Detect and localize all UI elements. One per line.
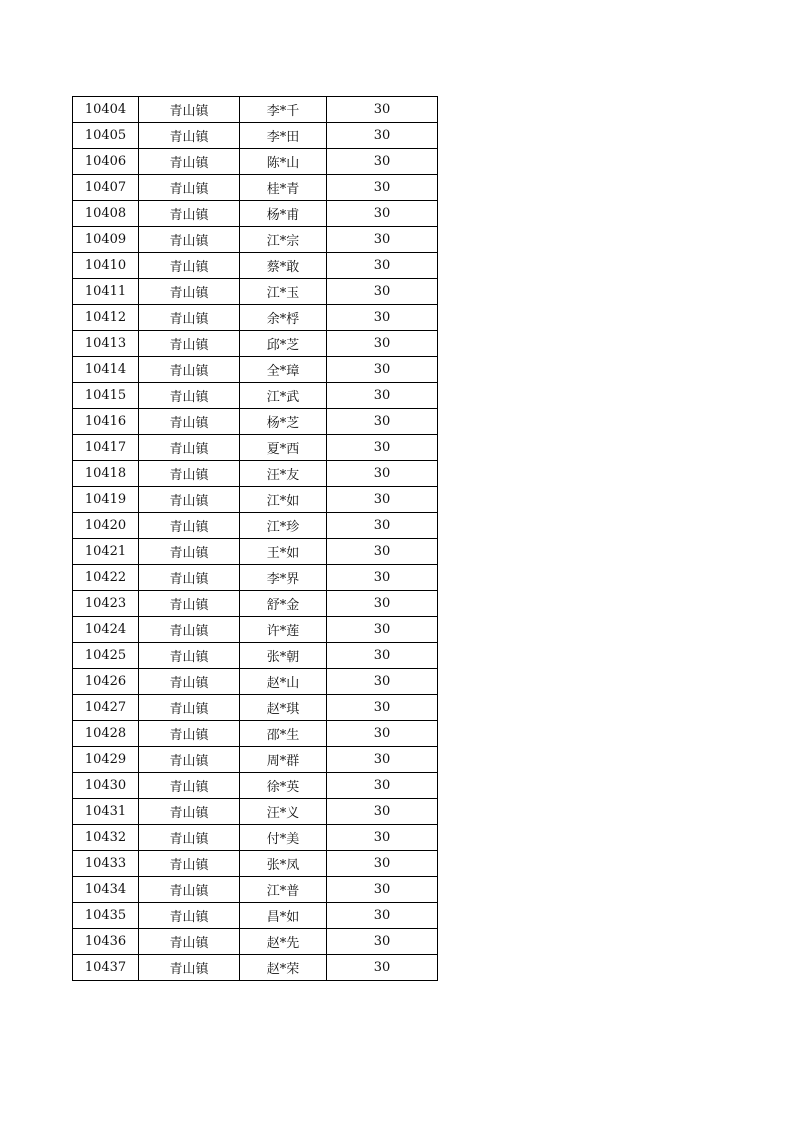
cell-name: 赵*山: [240, 669, 327, 695]
cell-id: 10421: [73, 539, 139, 565]
table-row: [73, 409, 438, 435]
cell-amount: 30: [327, 383, 438, 409]
table-row: [73, 201, 438, 227]
cell-amount: 30: [327, 513, 438, 539]
cell-id: 10436: [73, 929, 139, 955]
cell-amount: 30: [327, 97, 438, 123]
cell-name: 汪*友: [240, 461, 327, 487]
cell-id: 10425: [73, 643, 139, 669]
cell-town: 青山镇: [139, 955, 240, 981]
cell-id: 10417: [73, 435, 139, 461]
cell-id: 10422: [73, 565, 139, 591]
table-row: [73, 565, 438, 591]
cell-id: 10437: [73, 955, 139, 981]
cell-name: 蔡*敢: [240, 253, 327, 279]
cell-name: 李*田: [240, 123, 327, 149]
table-row: [73, 305, 438, 331]
cell-amount: 30: [327, 487, 438, 513]
cell-amount: 30: [327, 175, 438, 201]
cell-id: 10416: [73, 409, 139, 435]
cell-name: 昌*如: [240, 903, 327, 929]
table-row: [73, 331, 438, 357]
cell-name: 江*珍: [240, 513, 327, 539]
roster-table-body: [73, 97, 438, 981]
cell-town: 青山镇: [139, 539, 240, 565]
cell-name: 许*莲: [240, 617, 327, 643]
cell-id: 10429: [73, 747, 139, 773]
cell-name: 付*美: [240, 825, 327, 851]
cell-name: 张*朝: [240, 643, 327, 669]
table-row: [73, 955, 438, 981]
cell-town: 青山镇: [139, 799, 240, 825]
cell-town: 青山镇: [139, 929, 240, 955]
table-row: [73, 383, 438, 409]
cell-id: 10428: [73, 721, 139, 747]
cell-amount: 30: [327, 201, 438, 227]
cell-name: 王*如: [240, 539, 327, 565]
table-row: [73, 825, 438, 851]
cell-id: 10419: [73, 487, 139, 513]
cell-amount: 30: [327, 331, 438, 357]
cell-town: 青山镇: [139, 409, 240, 435]
cell-name: 江*如: [240, 487, 327, 513]
cell-amount: 30: [327, 539, 438, 565]
table-row: [73, 799, 438, 825]
cell-amount: 30: [327, 695, 438, 721]
cell-name: 桂*青: [240, 175, 327, 201]
cell-id: 10426: [73, 669, 139, 695]
table-row: [73, 669, 438, 695]
table-row: [73, 773, 438, 799]
cell-name: 赵*先: [240, 929, 327, 955]
table-row: [73, 695, 438, 721]
table-row: [73, 721, 438, 747]
cell-name: 夏*西: [240, 435, 327, 461]
cell-town: 青山镇: [139, 513, 240, 539]
roster-table: [72, 96, 438, 981]
cell-amount: 30: [327, 227, 438, 253]
cell-town: 青山镇: [139, 201, 240, 227]
cell-name: 张*凤: [240, 851, 327, 877]
table-row: [73, 929, 438, 955]
cell-id: 10410: [73, 253, 139, 279]
cell-amount: 30: [327, 825, 438, 851]
cell-name: 江*武: [240, 383, 327, 409]
cell-id: 10408: [73, 201, 139, 227]
cell-name: 徐*英: [240, 773, 327, 799]
table-row: [73, 747, 438, 773]
cell-name: 李*界: [240, 565, 327, 591]
cell-amount: 30: [327, 877, 438, 903]
cell-town: 青山镇: [139, 435, 240, 461]
table-row: [73, 227, 438, 253]
table-row: [73, 357, 438, 383]
cell-id: 10424: [73, 617, 139, 643]
cell-amount: 30: [327, 955, 438, 981]
cell-town: 青山镇: [139, 487, 240, 513]
cell-town: 青山镇: [139, 331, 240, 357]
cell-town: 青山镇: [139, 877, 240, 903]
cell-amount: 30: [327, 773, 438, 799]
cell-town: 青山镇: [139, 357, 240, 383]
cell-name: 汪*义: [240, 799, 327, 825]
table-row: [73, 149, 438, 175]
cell-town: 青山镇: [139, 773, 240, 799]
cell-town: 青山镇: [139, 97, 240, 123]
cell-amount: 30: [327, 851, 438, 877]
cell-id: 10427: [73, 695, 139, 721]
cell-amount: 30: [327, 253, 438, 279]
cell-amount: 30: [327, 305, 438, 331]
cell-name: 邱*芝: [240, 331, 327, 357]
cell-name: 周*群: [240, 747, 327, 773]
cell-town: 青山镇: [139, 669, 240, 695]
cell-id: 10430: [73, 773, 139, 799]
cell-id: 10415: [73, 383, 139, 409]
cell-id: 10431: [73, 799, 139, 825]
cell-town: 青山镇: [139, 175, 240, 201]
cell-id: 10433: [73, 851, 139, 877]
cell-amount: 30: [327, 435, 438, 461]
table-row: [73, 461, 438, 487]
cell-amount: 30: [327, 643, 438, 669]
cell-town: 青山镇: [139, 903, 240, 929]
table-row: [73, 539, 438, 565]
cell-id: 10432: [73, 825, 139, 851]
cell-town: 青山镇: [139, 305, 240, 331]
table-row: [73, 903, 438, 929]
cell-name: 陈*山: [240, 149, 327, 175]
cell-amount: 30: [327, 721, 438, 747]
cell-id: 10412: [73, 305, 139, 331]
cell-name: 邵*生: [240, 721, 327, 747]
cell-amount: 30: [327, 149, 438, 175]
table-row: [73, 435, 438, 461]
cell-id: 10406: [73, 149, 139, 175]
cell-id: 10405: [73, 123, 139, 149]
cell-name: 江*宗: [240, 227, 327, 253]
cell-name: 赵*琪: [240, 695, 327, 721]
cell-id: 10409: [73, 227, 139, 253]
cell-town: 青山镇: [139, 851, 240, 877]
cell-amount: 30: [327, 409, 438, 435]
table-row: [73, 97, 438, 123]
cell-id: 10404: [73, 97, 139, 123]
cell-amount: 30: [327, 461, 438, 487]
cell-id: 10418: [73, 461, 139, 487]
cell-amount: 30: [327, 903, 438, 929]
cell-id: 10420: [73, 513, 139, 539]
cell-town: 青山镇: [139, 123, 240, 149]
cell-name: 杨*甫: [240, 201, 327, 227]
cell-id: 10413: [73, 331, 139, 357]
table-row: [73, 877, 438, 903]
table-row: [73, 851, 438, 877]
cell-town: 青山镇: [139, 383, 240, 409]
cell-amount: 30: [327, 279, 438, 305]
cell-town: 青山镇: [139, 461, 240, 487]
cell-town: 青山镇: [139, 617, 240, 643]
cell-id: 10435: [73, 903, 139, 929]
cell-id: 10423: [73, 591, 139, 617]
cell-id: 10407: [73, 175, 139, 201]
cell-amount: 30: [327, 591, 438, 617]
cell-town: 青山镇: [139, 253, 240, 279]
cell-town: 青山镇: [139, 149, 240, 175]
cell-town: 青山镇: [139, 825, 240, 851]
table-row: [73, 513, 438, 539]
cell-amount: 30: [327, 669, 438, 695]
cell-town: 青山镇: [139, 227, 240, 253]
cell-town: 青山镇: [139, 747, 240, 773]
cell-town: 青山镇: [139, 565, 240, 591]
cell-name: 江*普: [240, 877, 327, 903]
table-row: [73, 487, 438, 513]
cell-name: 赵*荣: [240, 955, 327, 981]
table-row: [73, 617, 438, 643]
cell-amount: 30: [327, 357, 438, 383]
cell-id: 10414: [73, 357, 139, 383]
table-row: [73, 643, 438, 669]
cell-town: 青山镇: [139, 695, 240, 721]
cell-amount: 30: [327, 565, 438, 591]
table-row: [73, 253, 438, 279]
cell-name: 余*桴: [240, 305, 327, 331]
cell-amount: 30: [327, 799, 438, 825]
cell-amount: 30: [327, 123, 438, 149]
cell-amount: 30: [327, 617, 438, 643]
cell-town: 青山镇: [139, 721, 240, 747]
table-row: [73, 279, 438, 305]
cell-name: 杨*芝: [240, 409, 327, 435]
cell-id: 10434: [73, 877, 139, 903]
cell-name: 李*千: [240, 97, 327, 123]
cell-id: 10411: [73, 279, 139, 305]
cell-name: 全*璋: [240, 357, 327, 383]
cell-name: 舒*金: [240, 591, 327, 617]
cell-town: 青山镇: [139, 643, 240, 669]
table-row: [73, 591, 438, 617]
cell-amount: 30: [327, 747, 438, 773]
cell-name: 江*玉: [240, 279, 327, 305]
table-row: [73, 175, 438, 201]
cell-town: 青山镇: [139, 591, 240, 617]
cell-town: 青山镇: [139, 279, 240, 305]
table-row: [73, 123, 438, 149]
cell-amount: 30: [327, 929, 438, 955]
